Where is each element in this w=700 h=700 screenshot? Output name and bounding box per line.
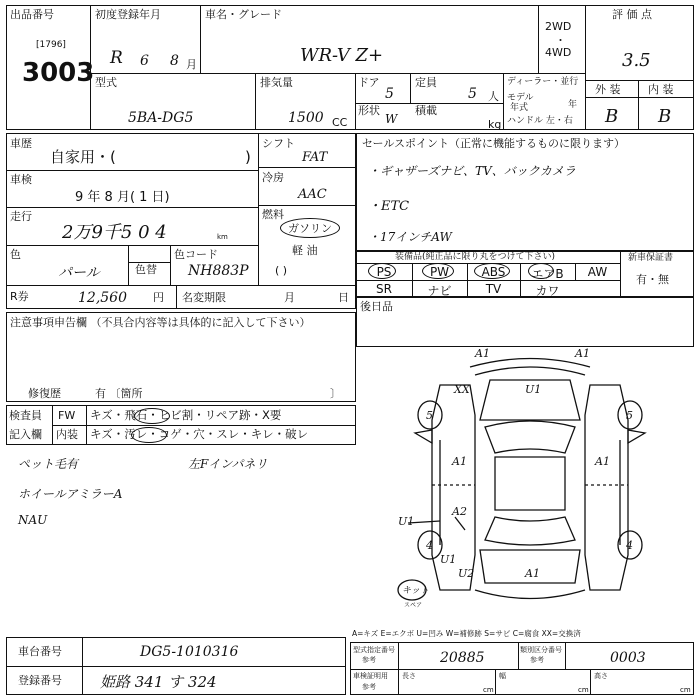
sales-line1: ・ギャザーズナビ、TV、バックカメラ (368, 164, 576, 178)
mark-trunk-a1: A1 (525, 567, 540, 580)
color-value: パール (58, 265, 100, 281)
eval-label: 評 価 点 (612, 8, 652, 21)
notes-title: 注意事項申告欄 （不具合内容等は具体的に記入して下さい） (10, 316, 311, 329)
reg-value: 姫路 341 す 324 (100, 673, 217, 691)
lot-label: 出品番号 (10, 8, 54, 21)
divider (518, 642, 519, 669)
divider (6, 285, 356, 286)
divider (410, 73, 411, 103)
shape-label: 形状 (358, 104, 380, 117)
roof (495, 457, 565, 510)
inspector-label2: 記入欄 (9, 428, 42, 441)
car-diagram (380, 345, 680, 620)
repair-label: 修復歴 (28, 387, 61, 400)
divider (538, 5, 539, 73)
year-unit: 年 (568, 100, 578, 110)
mirror-left (415, 430, 432, 443)
divider (585, 5, 586, 130)
repair-value: 有 〔箇所 (95, 387, 143, 400)
model-year-label: モデル (507, 93, 534, 103)
name-change-label: 名変期限 (182, 291, 226, 304)
mark-wheel-rl: 4 (426, 539, 433, 552)
warranty-label: 新車保証書 (628, 253, 674, 263)
mark-rear-u2: U2 (458, 567, 475, 580)
mark-left-u1: U1 (398, 515, 415, 528)
class-sub: 参考 (530, 656, 544, 664)
divider (565, 642, 566, 669)
mark-rear-u1: U1 (440, 553, 457, 566)
load-unit: kg (488, 118, 502, 131)
ps-circle (368, 263, 396, 279)
reg-label: 登録番号 (18, 674, 62, 687)
rear-bumper (475, 590, 585, 599)
length-label: 長さ (402, 672, 416, 680)
first-reg-year: 6 (140, 53, 149, 69)
equip-abs: ABS (481, 265, 506, 279)
fuel-diesel: 軽 油 (292, 244, 318, 257)
mark-wheel-fr: 5 (626, 409, 633, 422)
shift-value: FAT (302, 150, 328, 165)
fuel-label: 燃料 (262, 208, 284, 221)
fuel-paren: ( ) (275, 264, 288, 277)
divider (128, 245, 129, 285)
class-label: 類別区分番号 (520, 646, 562, 654)
shift-label: シフト (262, 137, 295, 150)
width-unit: cm (578, 686, 589, 694)
dealer-label: ディーラー・並行 (507, 77, 579, 87)
sales-line3: ・17インチAW (368, 230, 452, 244)
divider (503, 73, 504, 130)
later-block (356, 297, 694, 347)
mark-left-door: A1 (452, 455, 467, 468)
model-label: 車名・グレード (205, 8, 282, 21)
divider (355, 73, 356, 130)
divider (590, 669, 591, 695)
sales-line2: ・ETC (368, 199, 410, 214)
lot-number: 3003 (22, 58, 95, 88)
repair-close: 〕 (330, 387, 341, 400)
gasoline-circle (280, 218, 340, 238)
interior-label: 内 装 (648, 83, 674, 96)
right-side (585, 385, 628, 590)
model-value: WR-V Z+ (300, 45, 384, 66)
history-label: 車歴 (10, 137, 32, 150)
later-label: 後日品 (360, 300, 393, 313)
cert-value: 20885 (440, 650, 485, 666)
equip-aw: AW (587, 265, 608, 279)
lot-code: [1796] (36, 40, 66, 50)
drive-dot: ・ (555, 34, 566, 47)
equip-tv: TV (485, 282, 502, 296)
eval-score: 3.5 (622, 50, 651, 71)
width-label: 幅 (499, 672, 506, 680)
divider (176, 285, 177, 309)
divider (6, 170, 258, 171)
doors-value: 5 (385, 86, 394, 102)
shape-value: W (385, 112, 398, 126)
int-items: キズ・汚レ・コゲ・穴・スレ・キレ・破レ (90, 427, 309, 441)
mark-wheel-rr: 4 (626, 539, 633, 552)
mark-right-door: A1 (595, 455, 610, 468)
divider (6, 207, 258, 208)
displacement-value: 1500 (288, 110, 324, 126)
recycle-value: 12,560 (78, 290, 127, 306)
inspector-note2: ホイールアミラーA (18, 487, 123, 501)
divider (585, 80, 694, 81)
seats-value: 5 (468, 86, 477, 102)
color-code-value: NH883P (188, 263, 249, 279)
recycle-label: R券 (10, 290, 29, 303)
chassis-label: 車台番号 (18, 645, 62, 658)
seats-label: 定員 (415, 76, 437, 89)
name-change-day: 日 (338, 291, 349, 304)
airbag-circle (528, 263, 554, 279)
mark-spare-sub: スペア (404, 602, 423, 609)
equipment-title: 装備品(純正品に限り丸をつけて下さい) (395, 252, 556, 262)
inspection-cert-sub: 参考 (362, 683, 376, 691)
divider (620, 251, 621, 297)
mirror-right (628, 430, 645, 443)
divider (200, 5, 201, 73)
height-label: 高さ (594, 672, 608, 680)
warranty-value: 有・無 (636, 273, 669, 286)
divider (90, 73, 585, 74)
repaint-label: 色替 (135, 263, 157, 276)
mark-left-a2: A2 (452, 505, 467, 518)
first-reg-month: 8 (170, 53, 179, 69)
divider (585, 97, 694, 98)
chassis-value: DG5-1010316 (140, 644, 239, 660)
drive-4wd: 4WD (545, 46, 572, 59)
inspection-cert-label: 車検証明用 (353, 672, 388, 680)
inspector-label1: 検査員 (9, 409, 42, 422)
divider (258, 205, 356, 206)
exterior-label: 外 装 (595, 83, 621, 96)
divider (356, 280, 620, 281)
recycle-unit: 円 (153, 291, 164, 304)
color-code-label: 色コード (174, 248, 218, 261)
first-reg-era: R (110, 48, 123, 68)
int-label: 内装 (56, 428, 78, 441)
inspection-label: 車検 (10, 173, 32, 186)
cert-label: 型式指定番号 (353, 646, 395, 654)
divider (638, 80, 639, 130)
first-reg-label: 初度登録年月 (95, 8, 161, 21)
mark-hood-xx: XX (454, 383, 470, 396)
divider (258, 133, 259, 285)
mark-spare-kit: キット (402, 586, 429, 596)
mileage-unit: km (217, 233, 228, 241)
divider (6, 245, 258, 246)
displacement-unit: CC (332, 116, 348, 129)
equip-pw: PW (429, 265, 450, 279)
ac-value: AAC (298, 187, 327, 202)
divider (350, 669, 694, 670)
diagram-legend: A=キズ E=エクボ U=凹み W=補修跡 S=サビ C=腐食 XX=交換済 (352, 629, 581, 638)
fw-label: FW (58, 409, 76, 422)
month-unit: 月 (186, 58, 197, 71)
mileage-label: 走行 (10, 210, 32, 223)
windshield (485, 421, 575, 453)
inspector-note4: 左Fインパネリ (188, 457, 268, 471)
sales-title: セールスポイント（正常に機能するものに限ります） (362, 137, 626, 150)
equip-sr: SR (376, 282, 392, 296)
height-unit: cm (680, 686, 691, 694)
divider (255, 73, 256, 130)
mileage-value: 2万9千5 0 4 (62, 222, 167, 243)
divider (170, 245, 171, 285)
fuel-gasoline: ガソリン (288, 222, 332, 235)
interior-grade: B (658, 106, 672, 127)
fw-chip-circle (134, 408, 170, 424)
doors-label: ドア (358, 76, 380, 89)
int-stain-circle (131, 427, 167, 443)
inspection-value: 9 年 8 月( 1 日) (75, 190, 170, 205)
inspector-note1: ペット毛有 (18, 457, 79, 471)
rear-window (485, 517, 575, 545)
exterior-grade: B (605, 106, 619, 127)
history-value: 自家用・( (50, 148, 116, 166)
divider (52, 425, 356, 426)
divider (495, 669, 496, 695)
name-change-month: 月 (284, 291, 295, 304)
model-year-label2: 年式 (510, 103, 529, 113)
equip-ps: PS (376, 265, 392, 279)
load-label: 積載 (415, 104, 437, 117)
seats-unit: 人 (488, 90, 499, 103)
equip-navi: ナビ (427, 284, 452, 298)
handle-label: ハンドル 左・右 (507, 116, 573, 126)
equip-leather: カワ (535, 284, 560, 298)
class-value: 0003 (610, 650, 646, 666)
drive-2wd: 2WD (545, 20, 572, 33)
length-unit: cm (483, 686, 494, 694)
divider (258, 167, 356, 168)
type-value: 5BA-DG5 (128, 110, 194, 126)
ac-label: 冷房 (262, 171, 284, 184)
mark-front-bumper-left: A1 (475, 347, 490, 360)
abs-circle (474, 263, 510, 279)
mark-front-bumper-right: A1 (575, 347, 590, 360)
mark-hood-u1: U1 (525, 383, 542, 396)
divider (6, 666, 346, 667)
displacement-label: 排気量 (260, 76, 293, 89)
fw-items: キズ・飛石・ヒビ割・リペア跡・X要 (90, 408, 282, 422)
history-close: ) (245, 148, 251, 166)
cert-sub: 参考 (362, 656, 376, 664)
color-label: 色 (10, 248, 21, 261)
inspector-note3: NAU (18, 513, 48, 527)
type-label: 型式 (95, 76, 117, 89)
pw-circle (422, 263, 454, 279)
mark-wheel-fl: 5 (426, 409, 433, 422)
equip-airbag: エアB (531, 267, 564, 281)
